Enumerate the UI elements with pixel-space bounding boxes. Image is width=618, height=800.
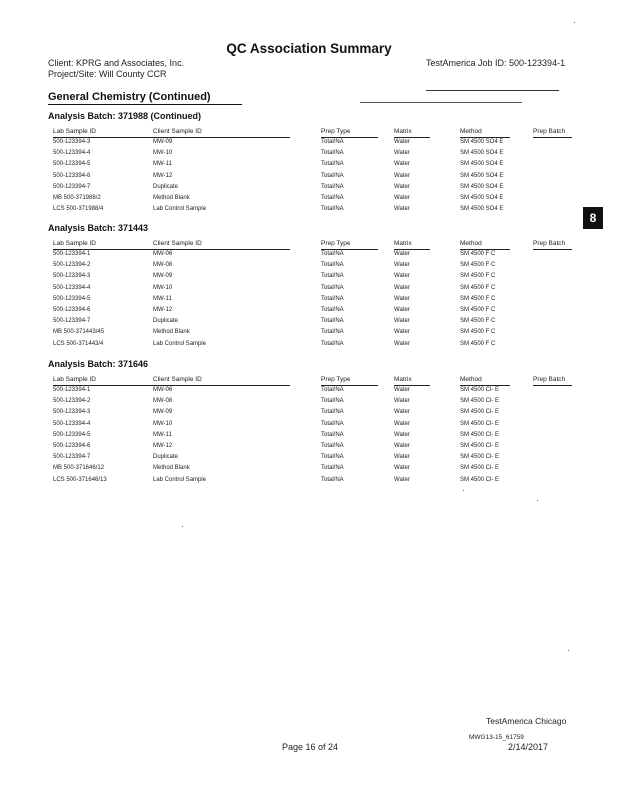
table-cell-prep-type: Total/NA	[321, 195, 344, 201]
table-cell-matrix: Water	[394, 329, 410, 336]
table-cell-method: SM 4500 Cl- E	[460, 465, 500, 472]
table-cell-client-sample-id: MW-10	[153, 150, 173, 157]
table-cell-prep-type: Total/NA	[321, 172, 344, 179]
table-cell-lab-sample-id: MB 500-371646/12	[53, 465, 105, 472]
table-cell-client-sample-id: MW-09	[153, 409, 173, 416]
column-header-prep-type: Prep Type	[321, 376, 351, 383]
table-cell-lab-sample-id: 500-123394-4	[53, 150, 91, 157]
header-rule-2	[360, 102, 522, 103]
table-cell-method: SM 4500 SO4 E	[460, 161, 504, 168]
table-cell-client-sample-id: MW-11	[153, 295, 172, 302]
table-cell-matrix: Water	[394, 161, 410, 168]
header-underline	[460, 385, 510, 386]
column-header-lab-sample-id: Lab Sample ID	[53, 376, 96, 383]
table-cell-matrix: Water	[394, 206, 410, 213]
table-cell-client-sample-id: Duplicate	[153, 183, 179, 190]
header-underline	[533, 137, 572, 138]
page-title: QC Association Summary	[226, 41, 392, 56]
section-tab-badge: 8	[583, 207, 603, 229]
table-cell-client-sample-id: Lab Control Sample	[153, 340, 207, 347]
table-cell-matrix: Water	[394, 273, 410, 280]
table-cell-matrix: Water	[394, 307, 410, 313]
table-cell-method: SM 4500 Cl- E	[460, 476, 500, 483]
header-underline	[460, 249, 510, 250]
table-cell-client-sample-id: MW-08	[153, 398, 173, 405]
table-cell-client-sample-id: MW-06	[153, 251, 173, 257]
header-underline	[394, 137, 430, 138]
table-cell-prep-type: Total/NA	[321, 476, 344, 483]
table-cell-prep-type: Total/NA	[321, 318, 344, 325]
header-underline	[394, 249, 430, 250]
table-cell-prep-type: Total/NA	[321, 465, 344, 472]
column-header-prep-batch: Prep Batch	[533, 128, 566, 135]
section-title: General Chemistry (Continued)	[48, 91, 242, 105]
table-cell-matrix: Water	[394, 420, 410, 427]
header-underline	[321, 249, 378, 250]
table-cell-client-sample-id: MW-12	[153, 172, 173, 179]
table-cell-lab-sample-id: 500-123394-1	[53, 251, 91, 257]
scan-speck	[182, 526, 183, 527]
table-cell-matrix: Water	[394, 387, 410, 393]
table-cell-method: SM 4500 Cl- E	[460, 454, 500, 461]
column-header-method: Method	[460, 240, 482, 247]
table-cell-lab-sample-id: 500-123394-6	[53, 172, 91, 179]
table-cell-matrix: Water	[394, 398, 410, 405]
column-header-prep-batch: Prep Batch	[533, 240, 566, 247]
table-cell-client-sample-id: MW-12	[153, 307, 173, 313]
column-header-client-sample-id: Client Sample ID	[153, 376, 202, 383]
column-header-method: Method	[460, 128, 482, 135]
table-cell-lab-sample-id: 500-123394-4	[53, 420, 91, 427]
column-header-prep-type: Prep Type	[321, 240, 351, 247]
table-cell-prep-type: Total/NA	[321, 409, 344, 416]
table-cell-matrix: Water	[394, 476, 410, 483]
table-cell-method: SM 4500 Cl- E	[460, 443, 500, 449]
table-cell-lab-sample-id: 500-123394-3	[53, 409, 91, 416]
table-cell-prep-type: Total/NA	[321, 443, 344, 449]
table-cell-matrix: Water	[394, 465, 410, 472]
scan-speck	[537, 500, 538, 501]
column-header-matrix: Matrix	[394, 240, 412, 247]
table-cell-method: SM 4500 SO4 E	[460, 150, 504, 157]
table-cell-matrix: Water	[394, 139, 410, 145]
table-cell-lab-sample-id: MB 500-371988/2	[53, 195, 101, 201]
table-cell-lab-sample-id: 500-123394-3	[53, 139, 91, 145]
table-cell-lab-sample-id: 500-123394-6	[53, 307, 91, 313]
table-cell-client-sample-id: MW-11	[153, 431, 172, 438]
header-underline	[394, 385, 430, 386]
table-cell-client-sample-id: MW-09	[153, 139, 173, 145]
table-cell-prep-type: Total/NA	[321, 295, 344, 302]
table-cell-method: SM 4500 Cl- E	[460, 387, 500, 393]
table-cell-prep-type: Total/NA	[321, 251, 344, 257]
table-cell-lab-sample-id: 500-123394-5	[53, 295, 91, 302]
table-cell-prep-type: Total/NA	[321, 139, 344, 145]
table-cell-method: SM 4500 F C	[460, 318, 496, 325]
table-cell-client-sample-id: Method Blank	[153, 195, 190, 201]
table-cell-method: SM 4500 SO4 E	[460, 172, 504, 179]
table-cell-prep-type: Total/NA	[321, 307, 344, 313]
table-cell-prep-type: Total/NA	[321, 206, 344, 213]
table-cell-lab-sample-id: 500-123394-1	[53, 387, 91, 393]
table-cell-method: SM 4500 Cl- E	[460, 398, 500, 405]
table-cell-lab-sample-id: 500-123394-7	[53, 183, 91, 190]
table-cell-method: SM 4500 F C	[460, 262, 496, 269]
header-underline	[53, 385, 290, 386]
table-cell-lab-sample-id: 500-123394-4	[53, 284, 91, 291]
header-underline	[321, 137, 378, 138]
table-cell-method: SM 4500 F C	[460, 284, 496, 291]
table-cell-method: SM 4500 F C	[460, 295, 496, 302]
table-cell-client-sample-id: MW-06	[153, 387, 173, 393]
table-cell-method: SM 4500 F C	[460, 307, 496, 313]
table-cell-lab-sample-id: 500-123394-2	[53, 262, 91, 269]
header-underline	[533, 249, 572, 250]
client-name: Client: KPRG and Associates, Inc.	[48, 58, 185, 68]
column-header-client-sample-id: Client Sample ID	[153, 128, 202, 135]
table-cell-matrix: Water	[394, 340, 410, 347]
footer-doc-code: MWG13-15_61759	[469, 734, 524, 741]
table-cell-method: SM 4500 SO4 E	[460, 183, 504, 190]
table-cell-matrix: Water	[394, 318, 410, 325]
table-cell-lab-sample-id: 500-123394-6	[53, 443, 91, 449]
table-cell-prep-type: Total/NA	[321, 161, 344, 168]
column-header-method: Method	[460, 376, 482, 383]
table-cell-prep-type: Total/NA	[321, 150, 344, 157]
footer-page-number: Page 16 of 24	[282, 742, 339, 752]
table-cell-client-sample-id: MW-10	[153, 420, 173, 427]
table-cell-matrix: Water	[394, 431, 410, 438]
table-cell-prep-type: Total/NA	[321, 329, 344, 336]
table-cell-matrix: Water	[394, 150, 410, 157]
scan-speck	[568, 650, 569, 651]
column-header-matrix: Matrix	[394, 376, 412, 383]
table-cell-lab-sample-id: 500-123394-7	[53, 454, 91, 461]
table-cell-lab-sample-id: MB 500-371443/45	[53, 329, 105, 336]
table-cell-prep-type: Total/NA	[321, 262, 344, 269]
table-cell-method: SM 4500 Cl- E	[460, 409, 500, 416]
table-cell-lab-sample-id: 500-123394-5	[53, 431, 91, 438]
column-header-client-sample-id: Client Sample ID	[153, 240, 202, 247]
table-cell-method: SM 4500 SO4 E	[460, 139, 504, 145]
header-underline	[460, 137, 510, 138]
scan-speck	[463, 490, 464, 491]
table-cell-client-sample-id: Duplicate	[153, 454, 179, 461]
table-cell-client-sample-id: Lab Control Sample	[153, 476, 207, 483]
table-cell-lab-sample-id: 500-123394-5	[53, 161, 91, 168]
table-cell-client-sample-id: MW-08	[153, 262, 173, 269]
table-cell-prep-type: Total/NA	[321, 431, 344, 438]
batch-title: Analysis Batch: 371443	[48, 223, 149, 233]
project-site: Project/Site: Will County CCR	[48, 69, 167, 79]
table-cell-client-sample-id: Duplicate	[153, 318, 179, 325]
table-cell-prep-type: Total/NA	[321, 454, 344, 461]
header-underline	[321, 385, 378, 386]
column-header-lab-sample-id: Lab Sample ID	[53, 128, 96, 135]
table-cell-matrix: Water	[394, 284, 410, 291]
table-cell-lab-sample-id: 500-123394-3	[53, 273, 91, 280]
table-cell-prep-type: Total/NA	[321, 340, 344, 347]
table-cell-method: SM 4500 SO4 E	[460, 195, 504, 201]
table-cell-lab-sample-id: LCS 500-371443/4	[53, 340, 104, 347]
column-header-prep-type: Prep Type	[321, 128, 351, 135]
table-cell-method: SM 4500 Cl- E	[460, 431, 500, 438]
header-rule	[426, 90, 559, 91]
table-cell-prep-type: Total/NA	[321, 398, 344, 405]
table-cell-matrix: Water	[394, 183, 410, 190]
table-cell-matrix: Water	[394, 409, 410, 416]
table-cell-client-sample-id: MW-12	[153, 443, 173, 449]
table-cell-matrix: Water	[394, 172, 410, 179]
table-cell-lab-sample-id: 500-123394-2	[53, 398, 91, 405]
job-id: TestAmerica Job ID: 500-123394-1	[426, 58, 566, 68]
table-cell-prep-type: Total/NA	[321, 387, 344, 393]
table-cell-lab-sample-id: 500-123394-7	[53, 318, 91, 325]
table-cell-lab-sample-id: LCS 500-371988/4	[53, 206, 104, 213]
table-cell-method: SM 4500 F C	[460, 329, 496, 336]
table-cell-method: SM 4500 Cl- E	[460, 420, 500, 427]
table-cell-method: SM 4500 F C	[460, 251, 496, 257]
table-cell-method: SM 4500 F C	[460, 340, 496, 347]
batch-title: Analysis Batch: 371988 (Continued)	[48, 111, 202, 121]
table-cell-client-sample-id: MW-09	[153, 273, 173, 280]
column-header-prep-batch: Prep Batch	[533, 376, 566, 383]
footer-date: 2/14/2017	[508, 742, 549, 752]
table-cell-method: SM 4500 F C	[460, 273, 496, 280]
table-cell-matrix: Water	[394, 262, 410, 269]
table-cell-prep-type: Total/NA	[321, 284, 344, 291]
table-cell-client-sample-id: Method Blank	[153, 465, 190, 472]
client-info	[48, 58, 184, 80]
table-cell-client-sample-id: Method Blank	[153, 329, 190, 336]
column-header-lab-sample-id: Lab Sample ID	[53, 240, 96, 247]
batch-title: Analysis Batch: 371646	[48, 359, 149, 369]
table-cell-matrix: Water	[394, 443, 410, 449]
footer-company: TestAmerica Chicago	[486, 716, 567, 726]
table-cell-client-sample-id: MW-10	[153, 284, 173, 291]
table-cell-prep-type: Total/NA	[321, 183, 344, 190]
table-cell-matrix: Water	[394, 195, 410, 201]
table-cell-client-sample-id: Lab Control Sample	[153, 206, 207, 213]
header-underline	[53, 137, 290, 138]
table-cell-client-sample-id: MW-11	[153, 161, 172, 168]
table-cell-lab-sample-id: LCS 500-371646/13	[53, 476, 107, 483]
column-header-matrix: Matrix	[394, 128, 412, 135]
table-cell-matrix: Water	[394, 295, 410, 302]
header-underline	[533, 385, 572, 386]
table-cell-matrix: Water	[394, 251, 410, 257]
table-cell-method: SM 4500 SO4 E	[460, 206, 504, 213]
table-cell-prep-type: Total/NA	[321, 420, 344, 427]
table-cell-prep-type: Total/NA	[321, 273, 344, 280]
table-cell-matrix: Water	[394, 454, 410, 461]
scan-speck	[574, 22, 575, 23]
header-underline	[53, 249, 290, 250]
